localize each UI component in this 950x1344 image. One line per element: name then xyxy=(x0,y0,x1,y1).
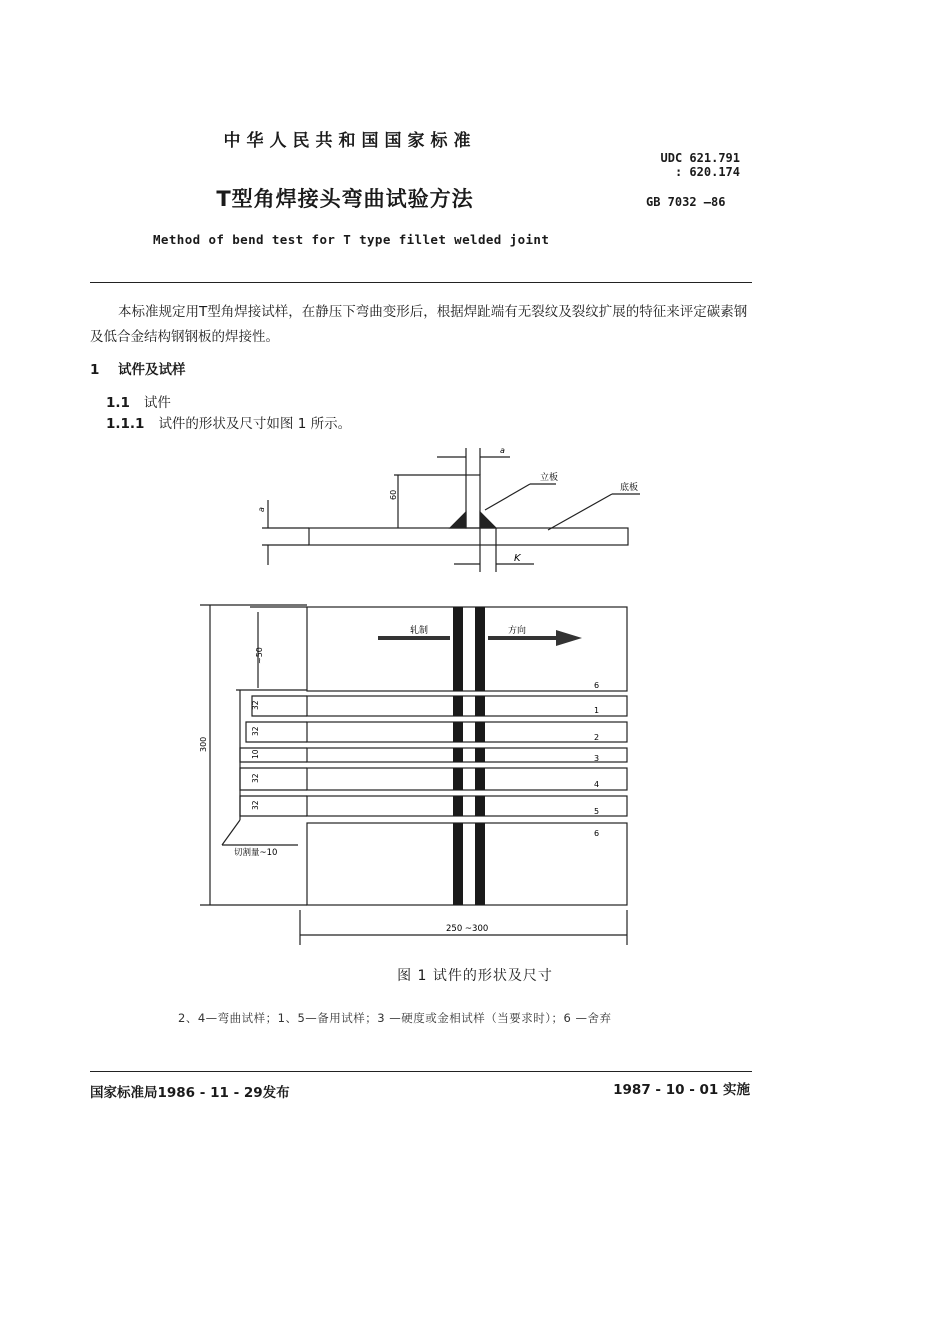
weld-band-left-4 xyxy=(453,768,463,790)
label-width: 250 ~300 xyxy=(446,924,489,934)
label-base-plate: 底板 xyxy=(620,483,639,493)
weld-band-left-top xyxy=(453,607,463,691)
effective-date: 1987 - 10 - 01 实施 xyxy=(613,1082,750,1098)
label-strip-3-width: 10 xyxy=(251,749,260,759)
right-fillet-weld xyxy=(480,512,496,528)
label-cut: 切割量~10 xyxy=(234,848,278,858)
weld-band-right-1 xyxy=(475,696,485,716)
weld-band-right-5 xyxy=(475,796,485,816)
plan-strip-2 xyxy=(307,722,627,742)
section-1-1-title: 试件 xyxy=(143,395,171,411)
weld-band-left-1 xyxy=(453,696,463,716)
label-num-3: 3 xyxy=(594,754,600,763)
section-1-number: 1 xyxy=(90,362,100,378)
plan-strip-5 xyxy=(307,796,627,816)
section-1-title: 试件及试样 xyxy=(118,362,186,378)
section-1-1-number: 1.1 xyxy=(106,395,130,411)
weld-band-left-3 xyxy=(453,748,463,762)
label-strip-1-width: 32 xyxy=(251,700,260,710)
label-num-6-bottom: 6 xyxy=(594,829,600,838)
figure-note: 2、4—弯曲试样；1、5—备用试样；3 —硬度或金相试样（当要求时）；6 —舍弃 xyxy=(178,1011,612,1025)
label-300: 300 xyxy=(199,736,208,752)
intro-paragraph: 本标准规定用T型角焊接试样，在静压下弯曲变形后，根据焊趾端有无裂纹及裂纹扩展的特征来评定碳素钢及低合金结构钢钢板的焊接性。 xyxy=(90,304,748,345)
label-K: K xyxy=(514,553,521,564)
gb-code: GB 7032 —86 xyxy=(646,195,726,209)
weld-band-right-4 xyxy=(475,768,485,790)
vertical-plate-shape xyxy=(466,475,480,528)
t-joint-section xyxy=(262,448,640,572)
label-direction: 方向 xyxy=(508,626,527,636)
section-1-1-1-number: 1.1.1 xyxy=(106,416,145,432)
plan-view xyxy=(200,605,627,945)
label-num-1: 1 xyxy=(594,706,600,715)
rolling-arrow-right xyxy=(488,636,558,640)
label-vertical-plate: 立板 xyxy=(540,473,559,483)
figure-caption: 图 1 试件的形状及尺寸 xyxy=(397,968,553,984)
document-title: T型角焊接头弯曲试验方法 xyxy=(216,187,474,211)
plan-bottom-scrap xyxy=(307,823,627,905)
english-title: Method of bend test for T type fillet welded joint xyxy=(153,232,550,247)
weld-band-right-top xyxy=(475,607,485,691)
standard-title: 中华人民共和国国家标准 xyxy=(223,131,477,151)
label-num-6-top: 6 xyxy=(594,681,600,690)
weld-band-right-3 xyxy=(475,748,485,762)
published-date: 国家标准局1986 - 11 - 29发布 xyxy=(90,1085,290,1101)
weld-band-left-bottom xyxy=(453,823,463,905)
base-plate-shape xyxy=(309,528,628,545)
plan-top-scrap xyxy=(307,607,627,691)
rolling-arrow-head xyxy=(556,630,582,646)
footer-rule xyxy=(90,1071,752,1072)
label-rolling: 轧制 xyxy=(410,626,429,636)
plan-strip-4 xyxy=(307,768,627,790)
label-a-top: a xyxy=(500,446,505,455)
label-num-5: 5 xyxy=(594,807,600,816)
label-strip-5-width: 32 xyxy=(251,800,260,810)
label-60: 60 xyxy=(389,489,398,500)
plan-strip-3 xyxy=(307,748,627,762)
label-num-4: 4 xyxy=(594,780,600,789)
weld-band-right-bottom xyxy=(475,823,485,905)
label-num-2: 2 xyxy=(594,733,600,742)
rolling-arrow-left xyxy=(378,636,450,640)
udc-line-1: UDC 621.791 xyxy=(660,151,740,165)
label-strip-4-width: 32 xyxy=(251,773,260,783)
plan-strip-1 xyxy=(307,696,627,716)
weld-band-right-2 xyxy=(475,722,485,742)
section-1-1-1-body: 试件的形状及尺寸如图 1 所示。 xyxy=(158,416,352,432)
left-fillet-weld xyxy=(450,512,466,528)
udc-line-2: : 620.174 xyxy=(674,165,740,179)
weld-band-left-2 xyxy=(453,722,463,742)
label-a-left: a xyxy=(257,507,266,512)
label-50: ~50 xyxy=(255,647,264,664)
weld-band-left-5 xyxy=(453,796,463,816)
label-strip-2-width: 32 xyxy=(251,726,260,736)
